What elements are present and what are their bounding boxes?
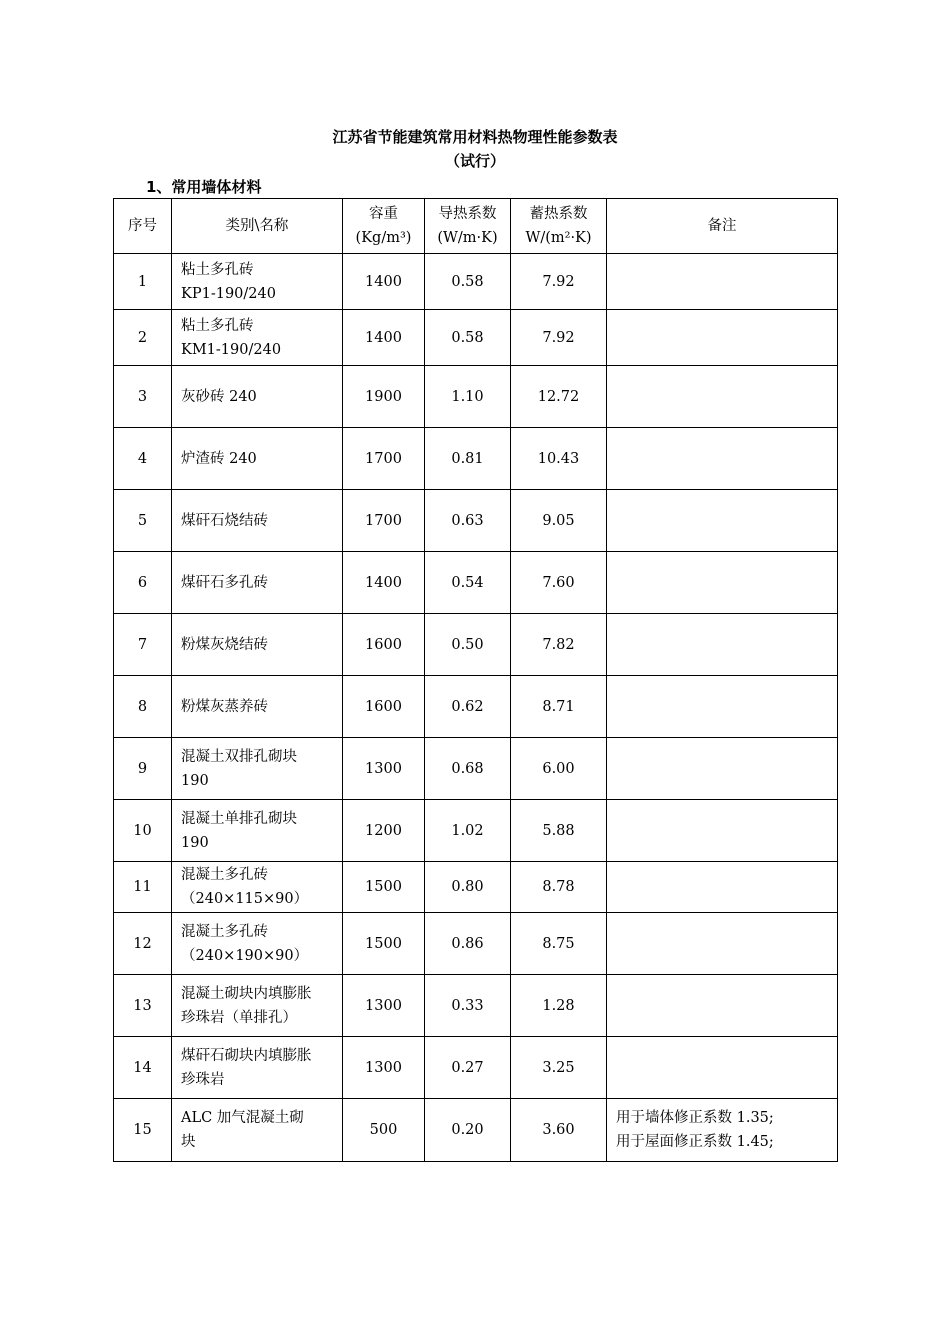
cell-storage [511,862,607,913]
cell-no [114,913,172,975]
cell-storage [511,254,607,310]
cell-remarks [607,1099,838,1162]
cell-remarks [607,862,838,913]
cell-name-text: 190 [181,834,209,851]
cell-name-text: （240×115×90） [181,891,309,907]
cell-no-text: 8 [137,698,148,715]
header-conductivity-line2: (W/m·K) [437,230,498,246]
cell-density [343,614,425,676]
header-no: 序号 [114,199,172,254]
cell-no [114,738,172,800]
cell-storage [511,1037,607,1099]
cell-name-text: KM1-190/240 [181,341,282,358]
cell-name-text: 混凝土多孔砖 [181,923,268,940]
cell-storage-text: 10.43 [537,450,580,467]
table-body [114,254,838,1162]
cell-no-text: 12 [133,935,152,952]
cell-remarks [607,490,838,552]
cell-name-text: 粉煤灰蒸养砖 [181,698,268,715]
cell-name [172,366,343,428]
cell-no-text: 10 [133,822,152,839]
cell-no [114,975,172,1037]
cell-density-text: 1900 [365,388,402,405]
cell-name [172,975,343,1037]
cell-density [343,862,425,913]
cell-density-text: 1400 [365,574,402,591]
cell-storage [511,552,607,614]
cell-remarks [607,800,838,862]
cell-conductivity-text: 0.63 [451,512,484,529]
document-subtitle: （试行） [444,152,505,170]
cell-name [172,490,343,552]
table-row [114,800,838,862]
cell-conductivity-text: 1.10 [451,388,484,405]
cell-storage-text: 9.05 [542,512,575,529]
cell-density [343,1037,425,1099]
cell-storage [511,310,607,366]
table-row [114,676,838,738]
cell-name-text: 煤矸石多孔砖 [181,574,268,591]
cell-storage-text: 7.92 [542,273,575,290]
cell-conductivity-text: 0.80 [451,879,484,895]
cell-storage-text: 8.75 [542,935,575,952]
cell-density-text: 1400 [365,329,402,346]
cell-storage [511,676,607,738]
cell-conductivity-text: 0.33 [451,997,484,1014]
cell-remarks [607,975,838,1037]
cell-no-text: 2 [137,329,148,346]
header-conductivity-line1: 导热系数 [438,206,497,222]
cell-name-text: 煤矸石烧结砖 [181,512,268,529]
cell-conductivity [425,552,511,614]
cell-name [172,428,343,490]
cell-name [172,913,343,975]
cell-conductivity-text: 0.68 [451,760,484,777]
table-row [114,366,838,428]
cell-no-text: 14 [133,1059,152,1076]
cell-remarks [607,310,838,366]
cell-no-text: 3 [137,388,148,405]
cell-conductivity [425,310,511,366]
cell-name [172,614,343,676]
header-storage-line1: 蓄热系数 [529,206,588,222]
cell-density [343,975,425,1037]
header-storage [511,199,607,254]
cell-name-text: 炉渣砖 240 [181,450,257,467]
cell-name-text: 混凝土多孔砖 [181,867,268,883]
table-row [114,862,838,913]
cell-storage-text: 8.71 [542,698,575,715]
table-header-row [114,199,838,254]
cell-conductivity [425,1037,511,1099]
cell-name [172,310,343,366]
materials-table [113,198,838,1162]
cell-density-text: 1300 [365,760,402,777]
table-row [114,614,838,676]
cell-storage-text: 5.88 [542,822,575,839]
cell-name [172,800,343,862]
cell-storage [511,975,607,1037]
cell-no [114,676,172,738]
cell-density-text: 1600 [365,698,402,715]
cell-storage-text: 7.60 [542,574,575,591]
cell-no-text: 7 [137,636,148,653]
table-row [114,428,838,490]
cell-storage [511,1099,607,1162]
cell-no [114,310,172,366]
cell-name-text: （240×190×90） [181,947,309,964]
cell-density [343,254,425,310]
cell-conductivity [425,738,511,800]
cell-density-text: 1400 [365,273,402,290]
cell-density [343,676,425,738]
cell-storage-text: 3.60 [542,1122,575,1138]
cell-storage [511,428,607,490]
cell-remarks [607,552,838,614]
cell-density-text: 1700 [365,450,402,467]
cell-conductivity [425,676,511,738]
cell-conductivity-text: 0.58 [451,273,484,290]
header-density-line2: (Kg/m³) [355,230,412,246]
cell-storage [511,490,607,552]
cell-storage-text: 12.72 [537,388,580,405]
cell-storage-text: 7.82 [542,636,575,653]
cell-storage [511,913,607,975]
cell-name-text: 粉煤灰烧结砖 [181,636,268,653]
table-row [114,738,838,800]
cell-remarks [607,676,838,738]
table-row [114,913,838,975]
cell-name [172,1037,343,1099]
header-density [343,199,425,254]
cell-no-text: 9 [137,760,148,777]
cell-name-text: 190 [181,772,209,789]
cell-conductivity [425,428,511,490]
table-row [114,975,838,1037]
cell-no [114,800,172,862]
cell-name-text: 混凝土砌块内填膨胀 [181,985,312,1002]
cell-name-text: 灰砂砖 240 [181,388,257,405]
cell-no [114,366,172,428]
cell-density [343,552,425,614]
cell-storage-text: 1.28 [542,997,575,1014]
cell-remarks-text: 用于墙体修正系数 1.35; [616,1110,774,1126]
cell-no [114,428,172,490]
cell-remarks-text: 用于屋面修正系数 1.45; [616,1134,774,1150]
cell-no [114,614,172,676]
cell-conductivity [425,490,511,552]
cell-conductivity [425,614,511,676]
cell-name-text: 珍珠岩 [181,1071,225,1088]
cell-name-text: ALC 加气混凝土砌 [181,1110,304,1126]
cell-remarks [607,738,838,800]
cell-name [172,254,343,310]
cell-density [343,800,425,862]
cell-no [114,862,172,913]
cell-conductivity-text: 0.86 [451,935,484,952]
cell-no-text: 1 [137,273,148,290]
cell-remarks [607,254,838,310]
table-row [114,490,838,552]
cell-no [114,1037,172,1099]
cell-density [343,428,425,490]
header-name: 类别\名称 [172,199,343,254]
cell-remarks [607,614,838,676]
cell-storage [511,614,607,676]
cell-name [172,676,343,738]
cell-no-text: 11 [133,879,152,895]
cell-conductivity-text: 0.50 [451,636,484,653]
header-remarks: 备注 [607,199,838,254]
cell-conductivity [425,800,511,862]
cell-density [343,490,425,552]
cell-conductivity [425,254,511,310]
cell-name-text: 混凝土双排孔砌块 [181,748,297,765]
cell-name-text: 块 [181,1134,196,1150]
cell-name-text: 粘土多孔砖 [181,317,254,334]
cell-no-text: 5 [137,512,148,529]
cell-storage-text: 7.92 [542,329,575,346]
cell-density-text: 500 [369,1122,398,1138]
cell-storage [511,738,607,800]
cell-no [114,254,172,310]
header-conductivity [425,199,511,254]
table-row [114,310,838,366]
cell-density-text: 1700 [365,512,402,529]
cell-density-text: 1500 [365,879,402,895]
table-row [114,1099,838,1162]
cell-conductivity-text: 0.62 [451,698,484,715]
cell-conductivity [425,975,511,1037]
cell-name [172,1099,343,1162]
cell-name [172,738,343,800]
table-row [114,1037,838,1099]
cell-name [172,862,343,913]
cell-name [172,552,343,614]
cell-density-text: 1200 [365,822,402,839]
cell-conductivity-text: 0.58 [451,329,484,346]
cell-no-text: 15 [133,1122,152,1138]
section-heading: 1、常用墙体材料 [146,178,262,196]
cell-remarks [607,428,838,490]
cell-density [343,310,425,366]
cell-conductivity [425,366,511,428]
cell-remarks [607,1037,838,1099]
cell-storage [511,800,607,862]
cell-name-text: 煤矸石砌块内填膨胀 [181,1047,312,1064]
cell-remarks [607,366,838,428]
document-title: 江苏省节能建筑常用材料热物理性能参数表 [332,128,618,146]
cell-name-text: 混凝土单排孔砌块 [181,810,297,827]
cell-no [114,490,172,552]
header-storage-line2: W/(m²·K) [525,230,592,246]
cell-density [343,366,425,428]
cell-storage [511,366,607,428]
cell-no-text: 6 [137,574,148,591]
cell-conductivity-text: 0.81 [451,450,484,467]
cell-name-text: 珍珠岩（单排孔） [181,1009,297,1026]
cell-density [343,1099,425,1162]
cell-conductivity-text: 0.27 [451,1059,484,1076]
cell-no-text: 13 [133,997,152,1014]
cell-storage-text: 6.00 [542,760,575,777]
cell-density-text: 1300 [365,1059,402,1076]
cell-remarks [607,913,838,975]
cell-conductivity-text: 0.54 [451,574,484,591]
cell-density-text: 1600 [365,636,402,653]
cell-no-text: 4 [137,450,148,467]
cell-name-text: KP1-190/240 [181,285,276,302]
table-row [114,254,838,310]
cell-density-text: 1500 [365,935,402,952]
cell-conductivity [425,862,511,913]
cell-density [343,913,425,975]
cell-conductivity-text: 0.20 [451,1122,484,1138]
cell-storage-text: 3.25 [542,1059,575,1076]
cell-conductivity [425,1099,511,1162]
cell-conductivity-text: 1.02 [451,822,484,839]
cell-density [343,738,425,800]
cell-storage-text: 8.78 [542,879,575,895]
cell-density-text: 1300 [365,997,402,1014]
table-row [114,552,838,614]
cell-name-text: 粘土多孔砖 [181,261,254,278]
cell-no [114,1099,172,1162]
cell-no [114,552,172,614]
header-density-line1: 容重 [369,206,398,222]
cell-conductivity [425,913,511,975]
